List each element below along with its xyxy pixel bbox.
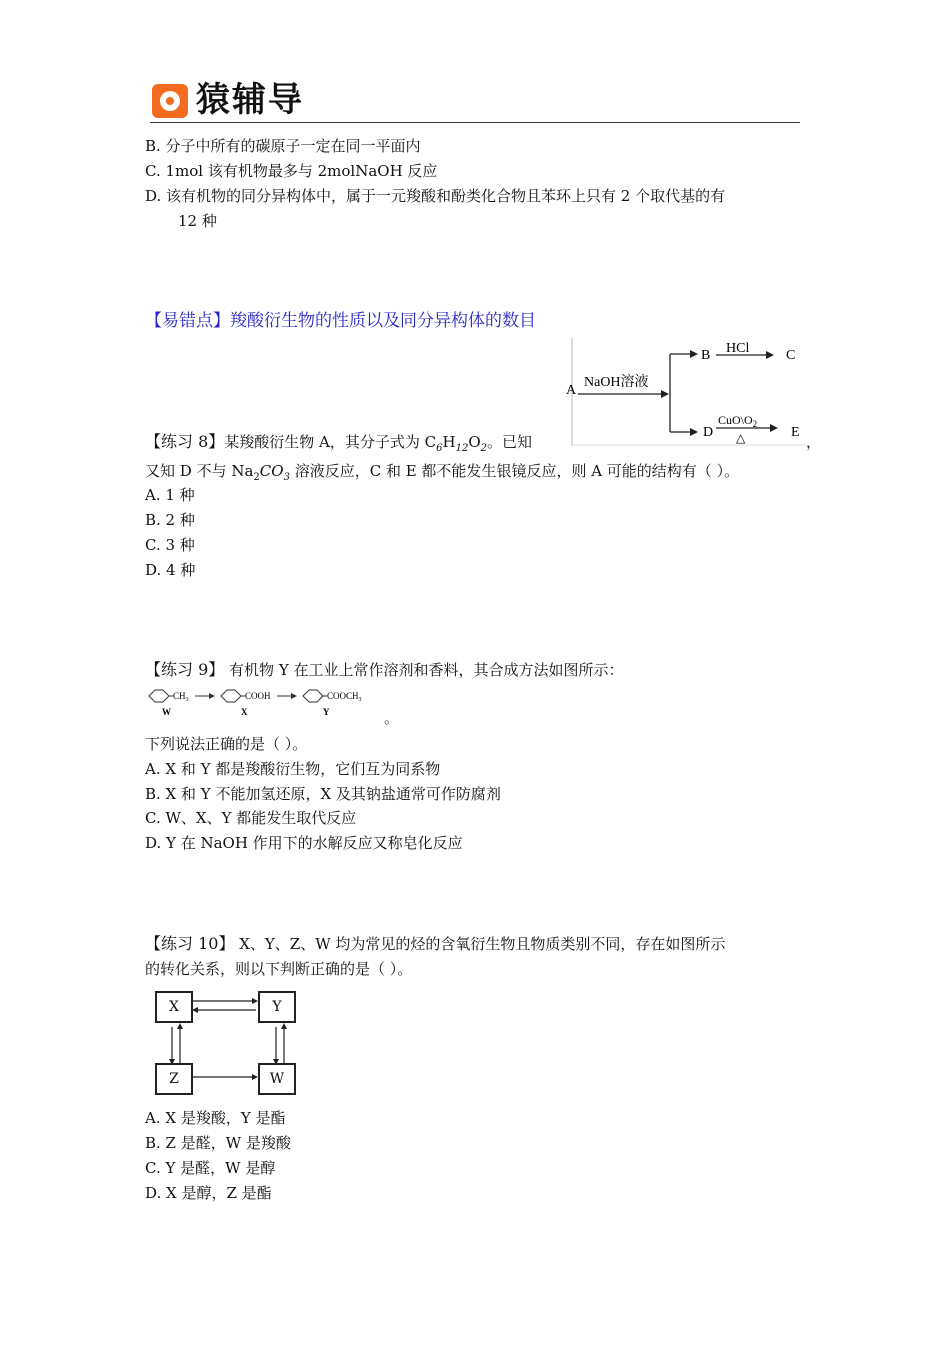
synthesis-scheme (145, 686, 380, 718)
ex10-option-d: D. X 是醇，Z 是酯 (145, 1184, 272, 1202)
scheme-a: A (566, 383, 577, 398)
scheme-y: Y (323, 707, 330, 717)
logo-icon (152, 84, 188, 118)
scheme-cuo-sub: 2 (752, 419, 758, 429)
ex9-option-a: A. X 和 Y 都是羧酸衍生物，它们互为同系物 (145, 760, 441, 778)
ex8-comma: ， (806, 433, 822, 451)
ex10-label: 【练习 10】 (145, 934, 235, 953)
ex9-option-b: B. X 和 Y 不能加氢还原，X 及其钠盐通常可作防腐剂 (145, 785, 501, 803)
ex8-o: O (468, 433, 481, 451)
prev-option-c: C. 1mol 该有机物最多与 2molNaOH 反应 (145, 162, 438, 180)
scheme-w-sub3: 3 (185, 697, 189, 703)
svg-text:CH3 (173, 691, 189, 703)
ex9-stem-text: 有机物 Y 在工业上常作溶剂和香料，其合成方法如图所示： (224, 661, 624, 679)
scheme-y-sub: COOCH (327, 691, 359, 701)
scheme-hcl: HCl (726, 341, 750, 356)
ex9-dot: 。 (384, 709, 400, 727)
logo-text: 猿辅导 (196, 80, 304, 120)
header-rule (150, 122, 800, 123)
scheme-b: B (701, 348, 711, 363)
ex8-option-a: A. 1 种 (145, 486, 195, 504)
scheme-w-sub: CH (173, 691, 186, 701)
ex8-sub2: 2 (480, 443, 488, 454)
ex9-option-d: D. Y 在 NaOH 作用下的水解反应又称皂化反应 (145, 834, 463, 852)
ex8-label: 【练习 8】 (145, 432, 225, 451)
ex8-stem (145, 432, 532, 459)
ex8-na-sub: 2 (253, 472, 260, 483)
scheme-y-sub3: 3 (358, 697, 362, 703)
ex8-sub12: 12 (455, 443, 469, 454)
ex8-option-b: B. 2 种 (145, 511, 195, 529)
box-y: Y (258, 991, 296, 1023)
ex10-stem-1: X、Y、Z、W 均为常见的烃的含氧衍生物且物质类别不同，存在如图所示 (234, 935, 726, 953)
ex10-option-b: B. Z 是醛，W 是羧酸 (145, 1134, 291, 1152)
ex8-stem-post: 。已知 (487, 433, 533, 451)
scheme-w: W (162, 707, 171, 717)
ex8-line2 (145, 461, 739, 488)
ex8-stem-pre: 某羧酸衍生物 A，其分子式为 C (224, 433, 437, 451)
scheme-d: D (703, 425, 714, 440)
ex9-label: 【练习 9】 (145, 660, 225, 679)
svg-text:COOCH3 (327, 691, 362, 703)
ex10-stem-line1 (145, 934, 725, 954)
box-z: Z (155, 1063, 193, 1095)
scheme-delta: △ (736, 431, 746, 445)
svg-text:CuO\O2 (718, 413, 757, 429)
scheme-c: C (786, 348, 796, 363)
reaction-scheme-a (566, 338, 808, 446)
ex8-option-c: C. 3 种 (145, 536, 195, 554)
ex8-line2-post: 溶液反应，C 和 E 都不能发生银镜反应，则 A 可能的结构有（ ）。 (289, 462, 740, 480)
ex10-stem-line2: 的转化关系，则以下判断正确的是（ ）。 (145, 960, 413, 978)
scheme-naoh: NaOH溶液 (584, 375, 649, 390)
scheme-x: X (241, 707, 248, 717)
ex9-question: 下列说法正确的是（ ）。 (145, 735, 308, 753)
conversion-arrows (150, 985, 300, 1100)
ex8-line2-pre: 又知 D 不与 Na (145, 462, 254, 480)
prev-option-d-line2: 12 种 (178, 212, 217, 230)
error-point-heading: 【易错点】羧酸衍生物的性质以及同分异构体的数目 (145, 311, 536, 331)
prev-option-d-line1: D. 该有机物的同分异构体中，属于一元羧酸和酚类化合物且苯环上只有 2 个取代基的有 (145, 187, 726, 205)
ex9-option-c: C. W、X、Y 都能发生取代反应 (145, 809, 357, 827)
scheme-cuo: CuO\O (718, 413, 753, 427)
ex10-option-a: A. X 是羧酸，Y 是酯 (145, 1109, 286, 1127)
ex10-option-c: C. Y 是醛，W 是醇 (145, 1159, 276, 1177)
ex8-option-d: D. 4 种 (145, 561, 196, 579)
ex8-co-sub: 3 (283, 472, 290, 483)
scheme-e: E (791, 425, 800, 440)
ex9-stem (145, 660, 624, 680)
prev-option-b: B. 分子中所有的碳原子一定在同一平面内 (145, 137, 421, 155)
box-w: W (258, 1063, 296, 1095)
ex8-sub6: 6 (436, 443, 443, 454)
scheme-x-sub: COOH (245, 691, 271, 701)
ex8-h: H (442, 433, 456, 451)
ex8-co: CO (259, 462, 284, 480)
box-x: X (155, 991, 193, 1023)
